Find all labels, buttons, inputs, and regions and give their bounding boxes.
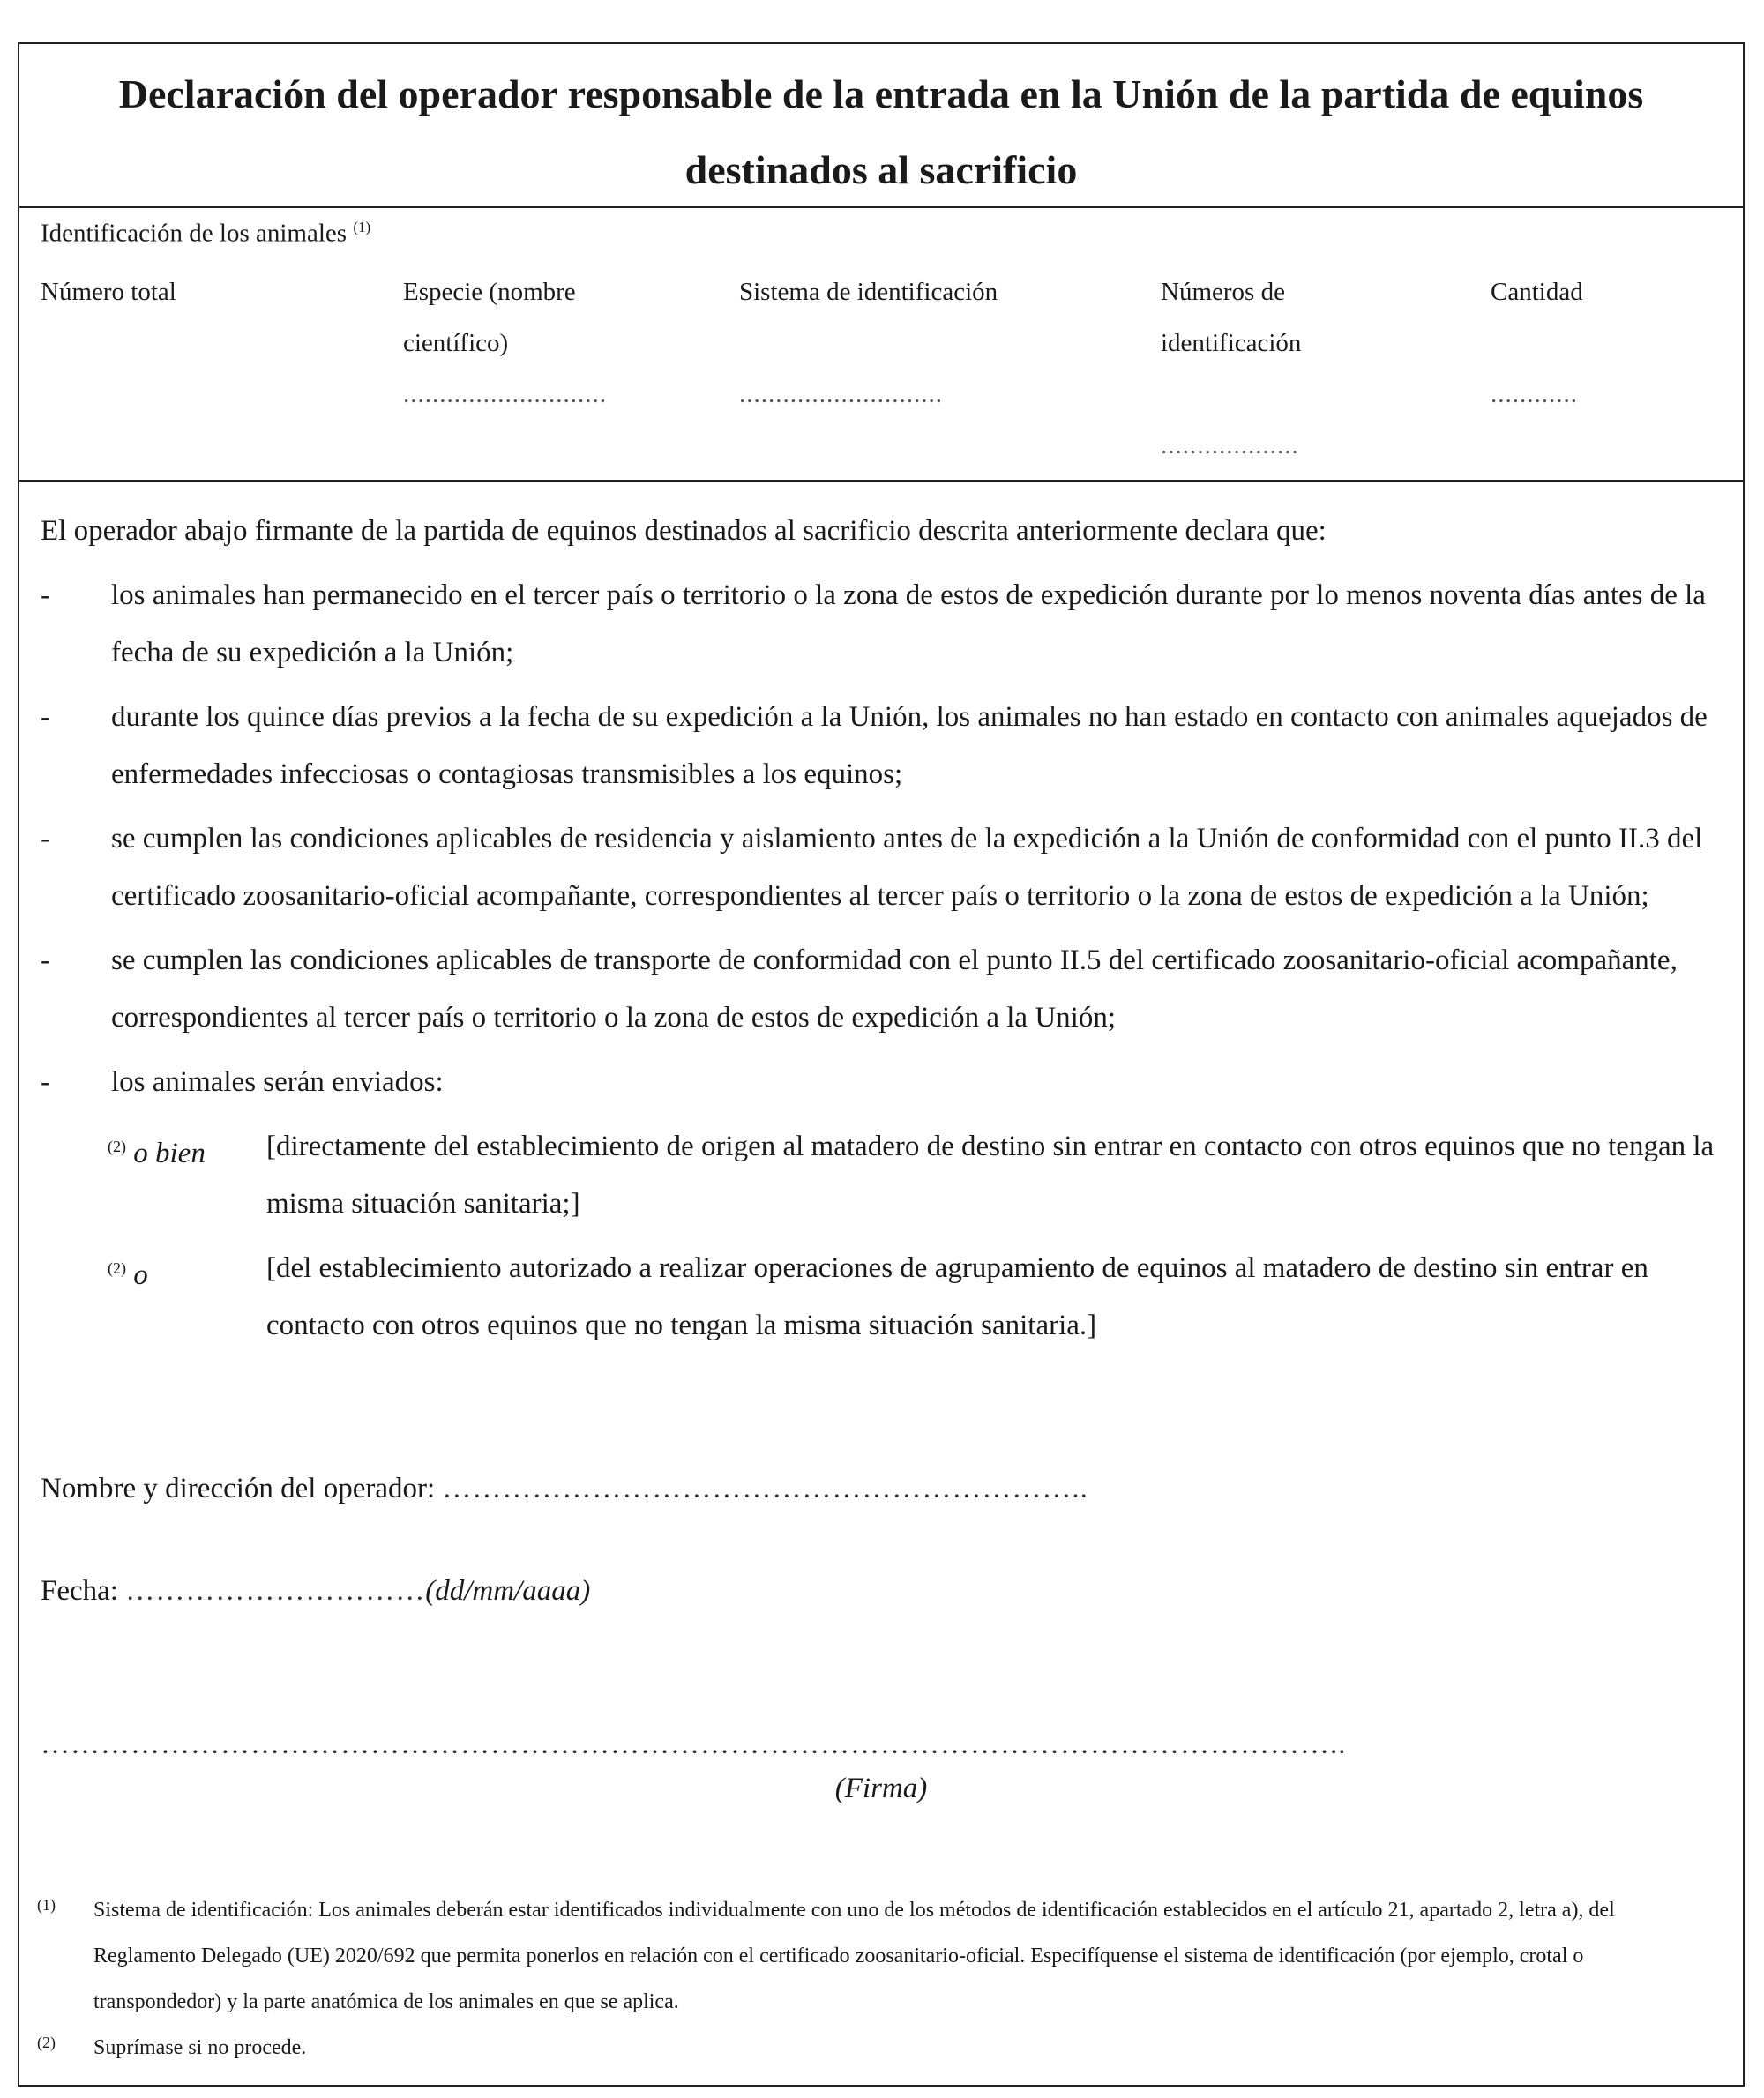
species-field[interactable]: ............................ bbox=[403, 380, 607, 408]
date-label: Fecha: bbox=[41, 1575, 118, 1607]
footnotes bbox=[37, 1887, 1713, 2071]
declaration-bullet: - los animales serán enviados: bbox=[41, 1066, 444, 1098]
species-column bbox=[403, 266, 685, 420]
option-2-tag: $^{(2)}$ o bbox=[108, 1259, 148, 1291]
declaration-bullet: - durante los quince días previos a la fecha de su expedición a la Unión, los animales no han estado en contacto con animales aquejados de enfermedades infecciosas o contagiosas transmisibles a los equinos; bbox=[41, 701, 1708, 790]
signature-line[interactable]: ………………………………………………………………………………………………………………….. bbox=[41, 1728, 1347, 1760]
species-label-line-2: científico) bbox=[403, 329, 509, 357]
date-field bbox=[41, 1575, 590, 1608]
operator-name-label: Nombre y dirección del operador: bbox=[41, 1473, 436, 1504]
footnote-2 bbox=[37, 2025, 1713, 2071]
footnote-1 bbox=[37, 1887, 1713, 2025]
signature-label: (Firma) bbox=[834, 1773, 928, 1804]
declaration-bullet: - se cumplen las condiciones aplicables de residencia y aislamiento antes de la expedición a la Unión de conformidad con el punto II.3 del certificado zoosanitario-oficial acompañante, correspondientes al tercer país o territorio o la zona de estos de expedición a la Unión; bbox=[41, 823, 1703, 912]
footnote-ref-1: (1) bbox=[353, 219, 371, 235]
identification-system-label: Sistema de identificación bbox=[739, 278, 998, 306]
declaration-intro: El operador abajo firmante de la partida de equinos destinados al sacrificio descrita anteriormente declara que: bbox=[41, 515, 1327, 547]
declaration-bullet: - se cumplen las condiciones aplicables de transporte de conformidad con el punto II.5 del certificado zoosanitario-oficial acompañante, correspondientes al tercer país o territorio o la zona de estos de expedición a la Unión; bbox=[41, 944, 1678, 1034]
operator-name-input[interactable]: ……………………………………………………….. bbox=[442, 1473, 1088, 1504]
total-number-column bbox=[41, 266, 176, 317]
identification-heading: Identificación de los animales $^{(1)}$ bbox=[41, 219, 371, 248]
identification-system-column bbox=[739, 266, 1039, 420]
animal-identification-section bbox=[19, 208, 1743, 482]
form-title bbox=[19, 44, 1743, 208]
identification-system-field[interactable]: ............................ bbox=[739, 380, 943, 408]
total-number-label: Número total bbox=[41, 278, 176, 306]
title-line-1: Declaración del operador responsable de la entrada en la Unión de la partida de equinos bbox=[118, 71, 1644, 116]
operator-name-field bbox=[41, 1473, 1088, 1505]
option-1-tag: $^{(2)}$ o bien bbox=[108, 1138, 206, 1169]
identification-numbers-label-line-2: identificación bbox=[1161, 329, 1302, 357]
date-input[interactable]: ………………………… bbox=[125, 1575, 426, 1607]
quantity-label: Cantidad bbox=[1491, 278, 1583, 306]
quantity-field[interactable]: ............ bbox=[1491, 380, 1578, 408]
declaration-bullet: - los animales han permanecido en el tercer país o territorio o la zona de estos de expedición durante por lo menos noventa días antes de la fecha de su expedición a la Unión; bbox=[41, 579, 1706, 668]
footnote-2-text: Suprímase si no procede. bbox=[93, 2036, 307, 2059]
declaration-form bbox=[18, 42, 1745, 2087]
title-line-2: destinados al sacrificio bbox=[684, 147, 1078, 192]
identification-numbers-label-line-1: Números de bbox=[1161, 278, 1285, 306]
footnote-1-text: Sistema de identificación: Los animales deberán estar identificados individualmente con uno de los métodos de identificación establecidos en el artículo 21, apartado 2, letra a), del Reglamento Delegado (UE) 2020/692 que permita ponerlos en relación con el certificado zoosanitario-oficial. Especifíquense el sistema de identificación (por ejemplo, crotal o transpondedor) y la parte anatómica de los animales en que se aplica. bbox=[93, 1899, 1615, 2013]
species-label-line-1: Especie (nombre bbox=[403, 278, 576, 306]
footnote-2-mark: (2) bbox=[37, 2034, 56, 2051]
declaration-body bbox=[41, 503, 1725, 1355]
identification-numbers-column bbox=[1161, 266, 1425, 471]
dispatch-option-1[interactable] bbox=[41, 1118, 1725, 1233]
title-box bbox=[19, 44, 1743, 208]
option-1-text: [directamente del establecimiento de origen al matadero de destino sin entrar en contacto con otros equinos que no tengan la misma situación sanitaria;] bbox=[266, 1131, 1715, 1220]
dispatch-option-2[interactable] bbox=[41, 1240, 1725, 1355]
option-2-text: [del establecimiento autorizado a realizar operaciones de agrupamiento de equinos al matadero de destino sin entrar en contacto con otros equinos que no tengan la misma situación sanitaria.] bbox=[266, 1252, 1648, 1341]
quantity-column bbox=[1491, 266, 1667, 420]
identification-numbers-field[interactable]: ................... bbox=[1161, 431, 1299, 459]
date-format-hint: (dd/mm/aaaa) bbox=[425, 1575, 591, 1607]
footnote-1-mark: (1) bbox=[37, 1896, 56, 1914]
